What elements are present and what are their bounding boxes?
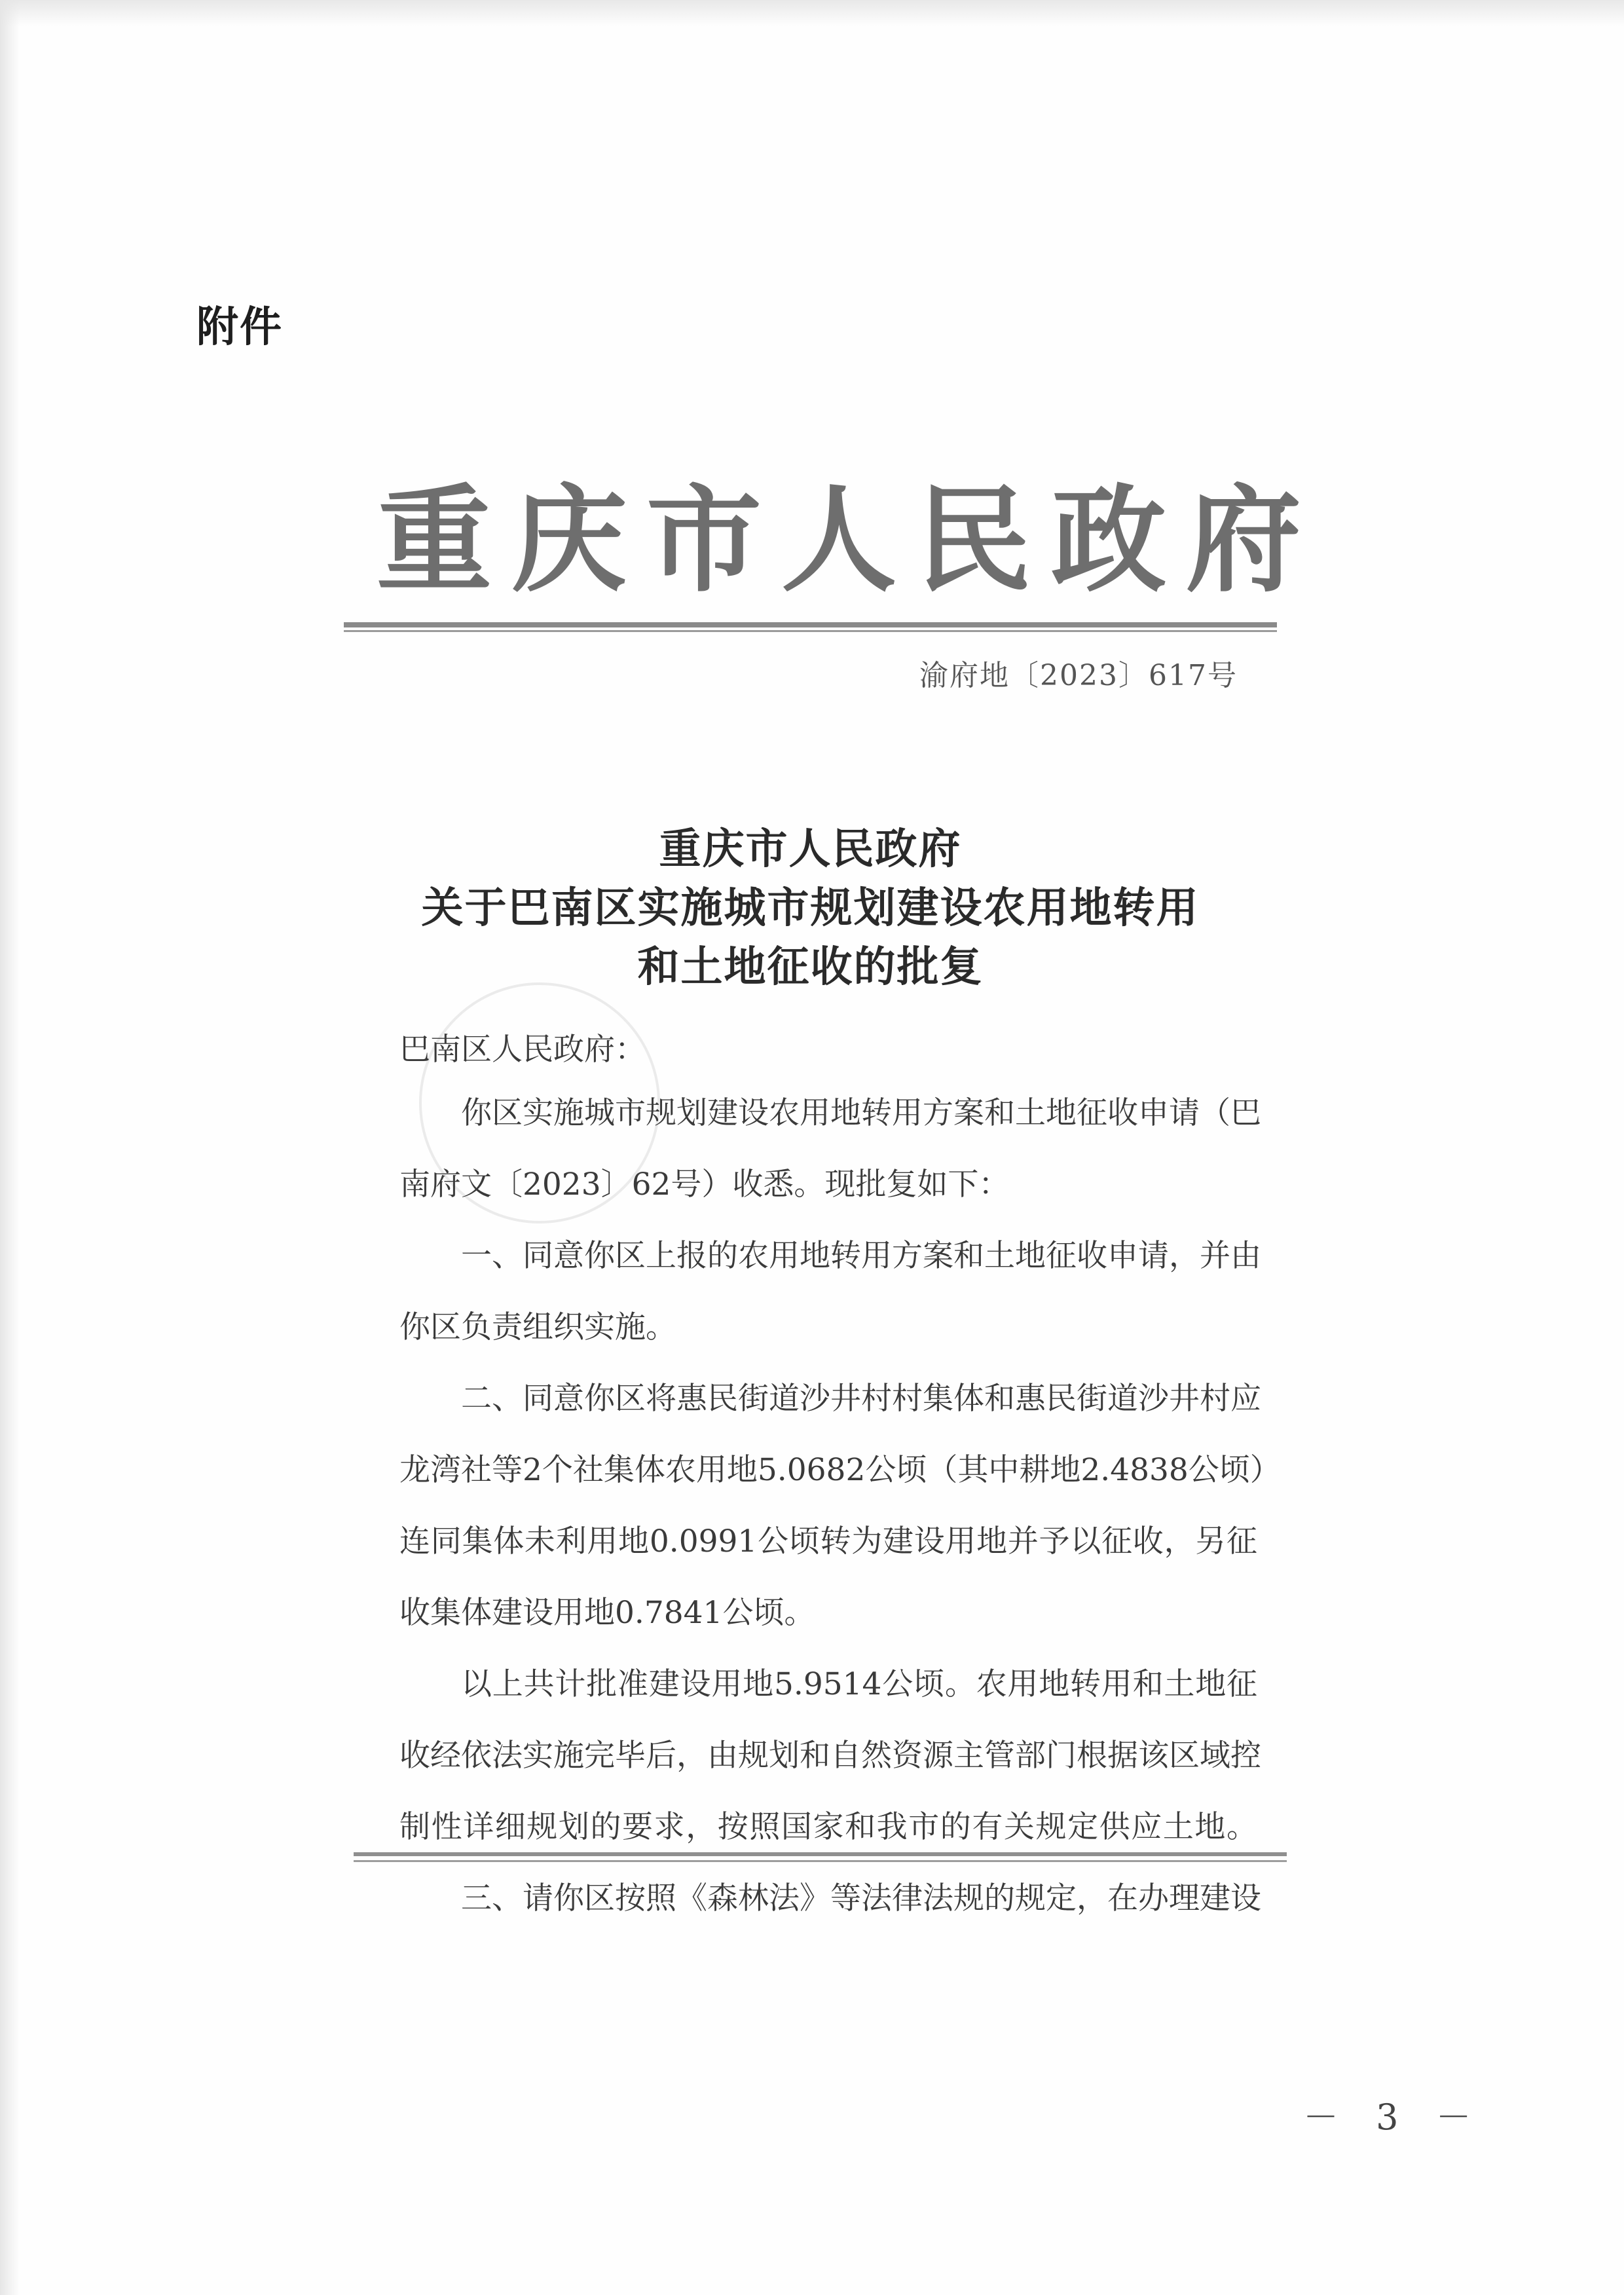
body-line: 三、请你区按照《森林法》等法律法规的规定，在办理建设 <box>461 1880 1261 1916</box>
page-number: － 3 － <box>1303 2097 1485 2138</box>
attachment-label: 附件 <box>196 303 283 352</box>
footer-rule-thick <box>354 1852 1287 1856</box>
salutation: 巴南区人民政府： <box>399 1032 646 1068</box>
body-line: 连同集体未利用地0.0991公顷转为建设用地并予以征收，另征 <box>399 1523 1257 1559</box>
body-line: 你区实施城市规划建设农用地转用方案和土地征收申请（巴 <box>461 1095 1261 1131</box>
masthead-rule-thick <box>344 622 1277 627</box>
body-line: 龙湾社等2个社集体农用地5.0682公顷（其中耕地2.4838公顷） <box>399 1452 1281 1488</box>
body-line: 二、同意你区将惠民街道沙井村村集体和惠民街道沙井村应 <box>461 1381 1261 1417</box>
body-line: 南府文〔2023〕62号）收悉。现批复如下： <box>399 1166 1010 1203</box>
body-line: 制性详细规划的要求，按照国家和我市的有关规定供应土地。 <box>399 1809 1257 1845</box>
body-line: 收集体建设用地0.7841公顷。 <box>399 1595 815 1631</box>
document-number: 渝府地〔2023〕617号 <box>919 659 1238 692</box>
footer-rule-thin <box>354 1860 1287 1862</box>
body-text <box>399 1077 1281 1934</box>
issuer-masthead: 重庆市人民政府 <box>377 472 1321 608</box>
body-line: 你区负责组织实施。 <box>399 1309 676 1345</box>
scan-shadow-top <box>0 0 1624 26</box>
document-title-line-1: 重庆市人民政府 <box>659 825 962 874</box>
body-line: 以上共计批准建设用地5.9514公顷。农用地转用和土地征 <box>461 1666 1257 1702</box>
masthead-rule-thin <box>344 630 1277 632</box>
body-line: 一、同意你区上报的农用地转用方案和土地征收申请，并由 <box>461 1238 1261 1274</box>
scan-shadow-left <box>0 0 20 2295</box>
document-title-line-2: 关于巴南区实施城市规划建设农用地转用 <box>421 884 1200 933</box>
document-title-line-3: 和土地征收的批复 <box>637 943 984 992</box>
body-line: 收经依法实施完毕后，由规划和自然资源主管部门根据该区域控 <box>399 1738 1261 1774</box>
